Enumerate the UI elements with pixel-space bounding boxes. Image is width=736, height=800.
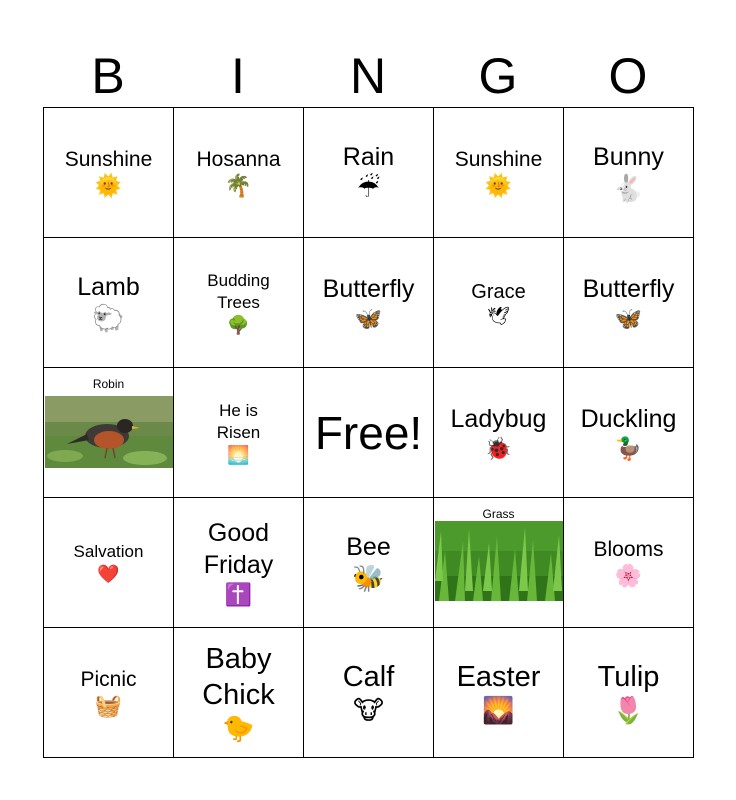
bingo-cell[interactable] [44, 368, 174, 498]
bingo-cell[interactable] [564, 368, 694, 498]
rabbit-icon: 🐇 [612, 173, 645, 204]
bingo-cell[interactable] [434, 368, 564, 498]
bingo-cell[interactable] [44, 238, 174, 368]
bingo-cell[interactable] [434, 628, 564, 758]
cell-label: Ladybug [450, 405, 547, 434]
cell-label: Grace [471, 280, 526, 303]
cell-label: Blooms [593, 537, 664, 561]
bingo-cell[interactable] [304, 498, 434, 628]
cell-label: Budding Trees [207, 270, 270, 312]
bingo-card [43, 107, 694, 758]
cell-label: Tulip [597, 661, 660, 694]
bingo-cell[interactable] [304, 238, 434, 368]
cell-label: Picnic [80, 667, 137, 691]
grass-photo [435, 521, 563, 601]
butterfly-icon: 🦋 [354, 306, 383, 332]
bingo-header [43, 44, 693, 108]
tulip-icon: 🌷 [612, 696, 645, 727]
umbrella-rain-icon: ☔ [356, 173, 381, 204]
cell-label: He is Risen [216, 400, 261, 442]
cell-label: Rain [342, 142, 395, 171]
sunrise-mountains-icon: 🌄 [482, 696, 515, 727]
cell-label: Butterfly [582, 275, 675, 304]
basket-icon: 🧺 [94, 694, 123, 720]
cell-label: Free! [314, 406, 423, 459]
header-letter-o: O [608, 48, 648, 104]
bingo-cell[interactable] [174, 108, 304, 238]
sheep-icon: 🐑 [92, 303, 125, 334]
tree-icon: 🌳 [227, 314, 250, 336]
bingo-cell[interactable] [44, 498, 174, 628]
header-letter-b: B [91, 48, 125, 104]
cell-label: Sunshine [64, 147, 153, 171]
cross-icon: ✝️ [224, 582, 253, 608]
bingo-cell[interactable] [564, 628, 694, 758]
bee-icon: 🐝 [352, 563, 385, 594]
bingo-cell[interactable] [304, 628, 434, 758]
bingo-cell[interactable] [44, 628, 174, 758]
bingo-cell[interactable] [174, 498, 304, 628]
bingo-cell[interactable] [434, 238, 564, 368]
free-space[interactable] [304, 368, 434, 498]
cell-label: Robin [92, 377, 125, 391]
robin-photo [45, 396, 173, 468]
heart-icon: ❤️ [97, 563, 120, 585]
cell-label: Calf [342, 661, 395, 694]
sun-icon: 🌞 [484, 174, 513, 200]
chick-icon: 🐤 [222, 714, 255, 745]
bingo-cell[interactable] [304, 108, 434, 238]
dove-icon: 🕊 [487, 305, 510, 327]
cell-label: Salvation [73, 541, 144, 561]
cell-label: Butterfly [322, 275, 415, 304]
bingo-cell[interactable] [174, 238, 304, 368]
sun-icon: 🌞 [94, 174, 123, 200]
cell-label: Baby Chick [202, 642, 275, 712]
cell-label: Duckling [580, 405, 677, 434]
cell-label: Good Friday [203, 518, 274, 580]
header-letter-n: N [349, 48, 387, 104]
bingo-cell[interactable] [174, 368, 304, 498]
bingo-cell[interactable] [44, 108, 174, 238]
cow-face-icon: 🐮 [353, 696, 384, 727]
cell-label: Lamb [77, 272, 140, 301]
bingo-cell[interactable] [564, 498, 694, 628]
bingo-cell[interactable] [434, 108, 564, 238]
bingo-cell[interactable] [564, 238, 694, 368]
bingo-cell[interactable] [174, 628, 304, 758]
duck-icon: 🦆 [614, 436, 643, 462]
blossom-icon: 🌸 [614, 564, 643, 590]
cell-label: Easter [456, 661, 541, 694]
cell-label: Sunshine [454, 147, 543, 171]
cell-label: Grass [482, 507, 515, 521]
bingo-cell[interactable] [564, 108, 694, 238]
cell-label: Bee [346, 532, 391, 561]
header-letter-i: I [231, 48, 245, 104]
bingo-cell[interactable] [434, 498, 564, 628]
sunrise-icon: 🌅 [227, 444, 250, 466]
butterfly-icon: 🦋 [614, 306, 643, 332]
header-letter-g: G [478, 48, 518, 104]
palm-tree-icon: 🌴 [224, 174, 253, 200]
cell-label: Hosanna [196, 147, 281, 171]
ladybug-icon: 🐞 [484, 436, 513, 462]
cell-label: Bunny [593, 142, 664, 171]
